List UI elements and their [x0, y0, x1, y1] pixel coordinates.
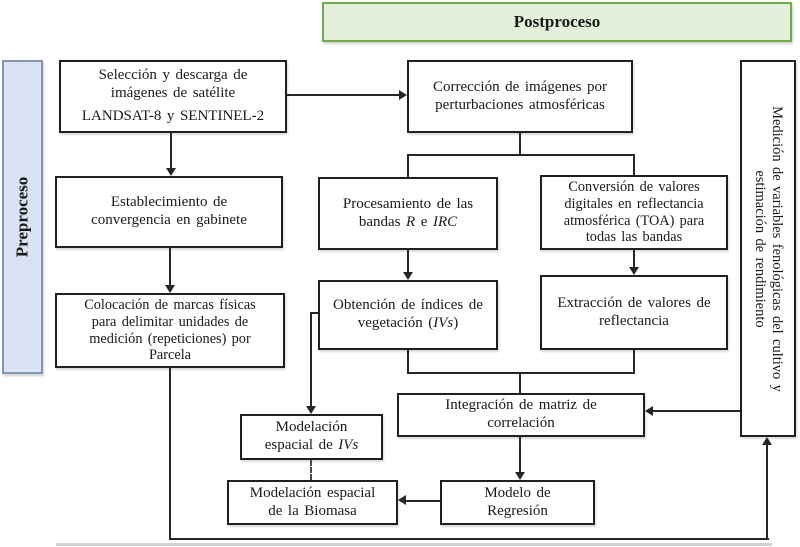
preproceso-label: Preproceso [12, 176, 32, 258]
arrowhead-down-icon [629, 267, 639, 275]
box-text: medición (repeticiones) por [89, 330, 251, 347]
box-text: Colocación de marcas físicas [84, 297, 256, 314]
line-join-integracion [519, 374, 521, 393]
box-text: Modelo de [484, 484, 551, 501]
box-text-italic: IVs [433, 315, 454, 331]
line-split-conversion [633, 154, 635, 175]
box-text: reflectancia [599, 312, 669, 329]
flow-box-obtencion [318, 280, 498, 350]
flow-box-colocacion [55, 293, 285, 368]
box-text: Obtención de índices de [333, 297, 483, 314]
arrowhead-down-icon [403, 272, 413, 280]
box-text: Extracción de valores de [557, 294, 711, 311]
flow-box-modelo-regresion [440, 480, 595, 525]
box-text [359, 214, 457, 232]
box-text-part: e [415, 213, 433, 230]
box-text: Integración de matriz de [445, 397, 597, 414]
arrowhead-down-icon [515, 472, 525, 480]
line-colocacion-down [169, 368, 171, 540]
line-regresion-biomasa [406, 500, 440, 502]
box-text: Modelación [275, 419, 348, 436]
line-correccion-split [519, 133, 521, 156]
line-conversion-extraccion [633, 250, 635, 267]
box-text: Selección y descarga de [98, 67, 248, 84]
dashed-line-ivs-biomasa [310, 460, 312, 480]
postproceso-banner [322, 2, 792, 42]
bottom-line-shadow [56, 543, 772, 546]
flow-box-extraccion [540, 275, 728, 350]
line-split-procesamiento [407, 154, 409, 177]
box-text: estimación de rendimiento [752, 169, 768, 328]
box-text: LANDSAT-8 y SENTINEL-2 [81, 107, 265, 124]
line-split-horizontal [407, 154, 635, 156]
arrowhead-up-icon [762, 437, 772, 445]
line-obtencion-join [407, 350, 409, 374]
postproceso-label: Postproceso [513, 12, 601, 31]
box-text: Corrección de imágenes por [432, 78, 608, 95]
arrowhead-down-icon [165, 285, 175, 293]
box-text-italic: IVs [338, 437, 359, 453]
box-text-part: ) [453, 315, 459, 331]
flow-box-conversion [540, 175, 728, 250]
box-text: Regresión [487, 502, 548, 519]
box-text: Modelación espacial [249, 484, 376, 501]
box-text: Establecimiento de [110, 194, 228, 211]
box-text [358, 315, 459, 333]
line-obtencion-stub [311, 312, 318, 314]
flow-box-modelacion-ivs [240, 414, 383, 460]
box-text [265, 437, 359, 455]
box-text-part: vegetación ( [357, 315, 434, 331]
box-text-italic: R [406, 213, 416, 230]
flow-box-correccion [407, 60, 633, 133]
box-text: perturbaciones atmosféricas [435, 96, 605, 113]
box-text: de la Biomasa [268, 502, 357, 519]
line-seleccion-correccion [287, 94, 399, 96]
line-procesamiento-obtencion [407, 250, 409, 272]
box-text: para delimitar unidades de [91, 313, 249, 330]
flow-box-modelacion-biomasa [227, 480, 398, 525]
arrowhead-left-icon [645, 406, 653, 416]
flow-box-seleccion [59, 60, 287, 133]
box-text: digitales en reflectancia [564, 195, 704, 212]
box-text: atmosférica (TOA) para [563, 212, 705, 229]
arrowhead-down-icon [166, 168, 176, 176]
arrowhead-down-icon [306, 406, 316, 414]
box-text: todas las bandas [585, 229, 683, 246]
arrowhead-left-icon [398, 495, 406, 505]
box-text: convergencia en gabinete [91, 212, 247, 228]
box-text: imágenes de satélite [110, 85, 236, 102]
flow-box-integracion [397, 393, 645, 437]
box-text: Conversión de valores [568, 179, 700, 196]
box-text-italic: IRC [432, 213, 458, 230]
line-feedback-up [766, 445, 768, 540]
box-text: Medición de variables fenológicas del cultivo y [769, 105, 785, 392]
flow-box-medicion [740, 60, 796, 437]
preproceso-banner [2, 60, 43, 374]
line-extraccion-join [633, 350, 635, 374]
box-text: correlación [487, 415, 555, 431]
box-text: Parcela [148, 347, 192, 364]
box-text: Procesamiento de las [342, 195, 474, 212]
line-seleccion-establecimiento [170, 133, 172, 168]
line-obtencion-modelacion-ivs [310, 312, 312, 406]
line-feedback-bottom [169, 538, 769, 540]
vertical-text [743, 64, 793, 434]
line-establecimiento-colocacion [169, 248, 171, 285]
flow-box-establecimiento [55, 176, 283, 248]
box-text-part: bandas [358, 213, 407, 230]
line-integracion-regresion [519, 437, 521, 472]
line-join-horizontal [407, 372, 635, 374]
flow-box-procesamiento [318, 177, 498, 250]
arrowhead-right-icon [399, 90, 407, 100]
box-text-part: espacial de [264, 437, 339, 453]
line-medicion-integracion [653, 410, 740, 412]
